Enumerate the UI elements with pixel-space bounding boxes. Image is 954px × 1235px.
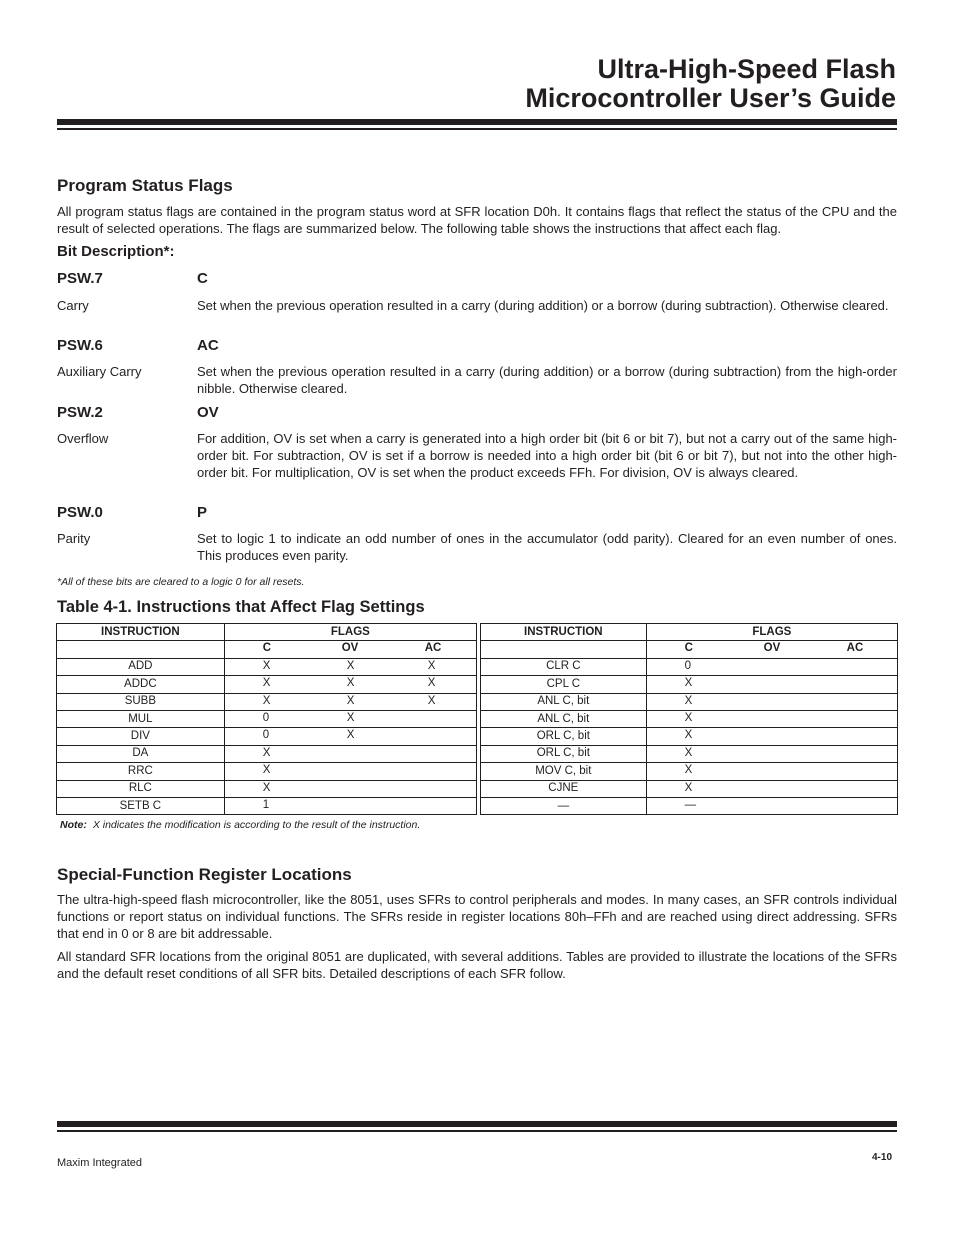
table-note-label: Note: [60,819,87,831]
footer-page-number: 4-10 [871,1152,892,1163]
flags-table [56,623,898,815]
instruction-cell: — [480,797,646,814]
table-row [57,728,898,745]
table-row [57,676,898,693]
bit-register: PSW.2 [57,404,103,421]
flags-cell [224,745,476,762]
bit-symbol: OV [197,404,219,421]
bit-register: PSW.0 [57,504,103,521]
flag-c: X [262,677,271,690]
flags-cell [224,658,476,675]
flag-c: X [262,764,271,777]
psf-intro-paragraph: All program status flags are contained in the program status word at SFR location D0h. It contains flags that reflect the status of the CPU and the result of selected operations. The flags are summarized below. The following table shows the instructions that affect each flag. [57,204,897,236]
header-rule-thin [57,128,897,130]
subheader-ov: OV [763,642,781,655]
bit-description: For addition, OV is set when a carry is generated into a high order bit (bit 6 or bit 7), but not a carry out of the same high-order bit. For subtraction, OV is set if a borrow is needed into a high order bit (bit 6 or bit 7), but not into the other high-order bit. For multiplication, OV is set when the product exceeds FFh. For division, OV is always cleared. [197,431,897,480]
table-note-text: X indicates the modification is according to the result of the instruction. [92,819,421,831]
flag-ov: X [346,659,355,672]
flags-cell [646,745,897,762]
footer-rule-thin [57,1130,897,1132]
instruction-cell: RRC [57,763,225,780]
flag-c: X [684,781,693,794]
instruction-cell: CJNE [480,780,646,797]
page-title [525,55,896,113]
table-note [60,819,420,831]
empty-cell [480,641,646,658]
table-row [57,763,898,780]
flag-subheaders [646,641,897,658]
column-header-flags: FLAGS [646,624,897,641]
instruction-cell: DA [57,745,225,762]
flags-cell [646,797,897,814]
column-header-instruction: INSTRUCTION [480,624,646,641]
flags-cell [646,676,897,693]
instruction-cell: ANL C, bit [480,710,646,727]
flags-cell [646,780,897,797]
instruction-cell: ORL C, bit [480,745,646,762]
instruction-cell: CPL C [480,676,646,693]
instruction-cell: RLC [57,780,225,797]
flags-cell [224,763,476,780]
flag-c: — [684,798,697,811]
footer-rule-thick [57,1121,897,1127]
flags-cell [646,710,897,727]
footer-company: Maxim Integrated [57,1157,142,1169]
sfr-paragraph-1: The ultra-high-speed flash microcontroller, like the 8051, uses SFRs to control peripherals and modes. In many cases, an SFR controls individual functions or report status on individual functions. The SFRs reside in register locations 80h–FFh and are reached using direct addressing. SFRs that end in 0 or 8 are bit addressable. [57,892,897,941]
instruction-cell: ORL C, bit [480,728,646,745]
column-header-instruction: INSTRUCTION [57,624,225,641]
bit-name: Parity [57,531,91,546]
flag-c: X [684,694,693,707]
table-row [57,658,898,675]
table-row [57,693,898,710]
page-title-line1: Ultra-High-Speed Flash [597,54,896,84]
flag-c: X [684,746,693,759]
instruction-cell: SETB C [57,797,225,814]
empty-cell [57,641,225,658]
flags-cell [224,710,476,727]
bit-description: Set when the previous operation resulted in a carry (during addition) or a borrow (during subtraction) from the high-order nibble. Otherwise cleared. [197,364,897,396]
flags-cell [224,693,476,710]
instruction-cell: ADD [57,658,225,675]
bit-symbol: P [197,504,208,521]
table-header-row [57,624,898,641]
flag-c: 0 [262,729,270,742]
table-body [57,658,898,815]
flag-c: X [262,781,271,794]
subheader-ac: AC [424,642,442,655]
flag-ac: X [427,677,436,690]
subheader-ac: AC [846,642,864,655]
bit-description: Set to logic 1 to indicate an odd number of ones in the accumulator (odd parity). Cleared for an even number of ones. This produces even parity. [197,531,897,563]
bit-name: Overflow [57,431,109,446]
section-heading-sfr-locations: Special-Function Register Locations [57,865,352,884]
bit-description-heading: Bit Description*: [57,243,175,260]
instruction-cell: MOV C, bit [480,763,646,780]
flag-c: X [684,764,693,777]
instruction-cell: CLR C [480,658,646,675]
subheader-ov: OV [341,642,359,655]
flag-c: 0 [262,711,270,724]
flag-c: X [684,677,693,690]
flag-c: 0 [684,659,692,672]
flag-ov: X [346,711,355,724]
subheader-c: C [684,642,693,655]
table-subheader-row [57,641,898,658]
flag-c: X [684,729,693,742]
table-row [57,780,898,797]
bit-name: Carry [57,298,89,313]
bit-name: Auxiliary Carry [57,364,142,379]
subheader-c: C [262,642,272,655]
instruction-cell: ADDC [57,676,225,693]
flags-cell [646,728,897,745]
flag-ac: X [427,694,436,707]
instruction-cell: ANL C, bit [480,693,646,710]
flag-c: 1 [262,798,270,811]
flags-cell [224,797,476,814]
flag-ov: X [346,729,355,742]
flags-cell [224,728,476,745]
flags-cell [646,763,897,780]
flag-ov: X [346,677,355,690]
bit-symbol: C [197,270,208,287]
table-row [57,745,898,762]
bit-description: Set when the previous operation resulted in a carry (during addition) or a borrow (during subtraction). Otherwise cleared. [197,298,889,313]
flag-ac: X [427,659,436,672]
flag-c: X [262,746,271,759]
instruction-cell: MUL [57,710,225,727]
flag-c: X [684,711,693,724]
flags-cell [646,658,897,675]
instruction-cell: DIV [57,728,225,745]
flags-cell [224,780,476,797]
flag-c: X [262,694,271,707]
section-heading-program-status-flags: Program Status Flags [57,176,233,195]
bit-register: PSW.7 [57,270,103,287]
bit-register: PSW.6 [57,337,103,354]
flag-subheaders [224,641,476,658]
flag-ov: X [346,694,355,707]
column-header-flags: FLAGS [224,624,476,641]
page-title-line2: Microcontroller User’s Guide [525,83,896,113]
flags-cell [646,693,897,710]
bits-reset-footnote: *All of these bits are cleared to a logic 0 for all resets. [57,576,305,588]
sfr-paragraph-2: All standard SFR locations from the original 8051 are duplicated, with several additions. Tables are provided to illustrate the locations of the SFRs and the default reset conditions of all SFR bits. Detailed descriptions of each SFR follow. [57,949,897,981]
bit-symbol: AC [197,337,219,354]
instruction-cell: SUBB [57,693,225,710]
table-title: Table 4-1. Instructions that Affect Flag Settings [57,598,425,616]
flag-c: X [262,659,271,672]
table-row [57,797,898,814]
header-rule-thick [57,119,897,125]
table-row [57,710,898,727]
flags-cell [224,676,476,693]
